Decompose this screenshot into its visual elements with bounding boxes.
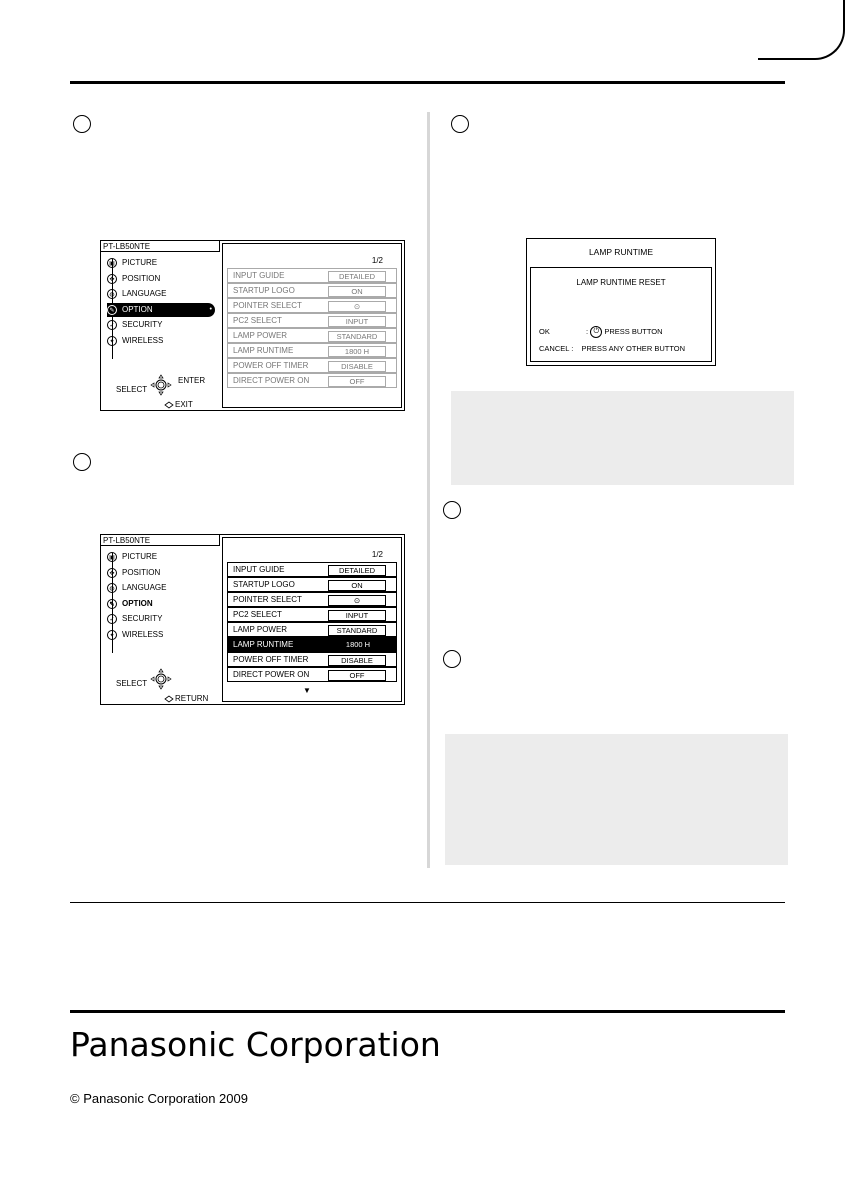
option-row-lamp-runtime[interactable] (227, 343, 397, 358)
column-divider (427, 112, 430, 868)
menu-item-label: SECURITY (122, 320, 163, 330)
option-row-value: OFF (328, 376, 386, 387)
wireless-icon: ✦ (107, 336, 117, 346)
option-row-label: POINTER SELECT (233, 595, 302, 604)
option-row-label: LAMP POWER (233, 331, 288, 340)
ok-text: PRESS BUTTON (604, 326, 663, 336)
option-row-lamp-power[interactable] (227, 328, 397, 343)
option-row-power-off-timer[interactable] (227, 652, 397, 667)
option-row-value: 1800 H (328, 346, 386, 357)
wireless-icon: ✦ (107, 630, 117, 640)
step-3-marker (451, 115, 469, 133)
option-row-pc2-select[interactable] (227, 607, 397, 622)
option-row-value: INPUT (328, 610, 386, 621)
lamp-dialog-title: LAMP RUNTIME (588, 247, 654, 257)
select-dial-icon (150, 374, 172, 396)
menu-item-option[interactable] (107, 597, 153, 611)
menu-item-wireless[interactable] (107, 628, 163, 642)
note-box-1 (451, 391, 794, 485)
language-icon: ◍ (107, 583, 117, 593)
nav-exit-label: EXIT (175, 400, 193, 409)
menu-item-label: WIRELESS (122, 336, 164, 345)
scroll-down-arrow-icon: ▼ (303, 686, 311, 695)
lamp-reset-text: LAMP RUNTIME RESET (576, 278, 666, 287)
exit-arrow-icon (164, 401, 174, 409)
option-row-input-guide[interactable] (227, 268, 397, 283)
menu-item-label: POSITION (122, 273, 161, 283)
option-row-pc2-select[interactable] (227, 313, 397, 328)
osd-menu-screen-option (100, 240, 405, 411)
option-row-direct-power-on[interactable] (227, 373, 397, 388)
ok-label: OK (539, 326, 550, 336)
menu-item-language[interactable] (107, 287, 166, 301)
position-icon: ✥ (107, 274, 117, 284)
lamp-ok-line (539, 326, 663, 338)
option-row-startup-logo[interactable] (227, 577, 397, 592)
menu-item-label: PICTURE (122, 552, 158, 561)
copyright-text: © Panasonic Corporation 2009 (70, 1091, 248, 1106)
option-row-label: INPUT GUIDE (233, 565, 285, 574)
option-row-label: STARTUP LOGO (233, 286, 295, 295)
option-row-lamp-power[interactable] (227, 622, 397, 637)
menu-item-position[interactable] (107, 566, 160, 580)
option-row-label: PC2 SELECT (233, 316, 282, 325)
menu-item-label: POSITION (122, 567, 161, 577)
power-button-icon: ⏻ (590, 326, 602, 338)
option-row-label: LAMP RUNTIME (233, 346, 294, 355)
option-row-pointer-select[interactable] (227, 298, 397, 313)
nav-select-label: SELECT (116, 679, 148, 688)
option-row-label: LAMP POWER (233, 625, 288, 634)
submenu-indicator-icon: • (209, 305, 212, 313)
note-box-2 (445, 734, 788, 865)
osd-page-indicator: 1/2 (371, 550, 383, 559)
header-rule (70, 81, 785, 84)
osd-model-name: PT-LB50NTE (101, 535, 220, 546)
nav-enter-label: ENTER (178, 376, 206, 385)
security-icon: ✓ (107, 614, 117, 624)
option-icon: ✎ (107, 599, 117, 609)
crop-mark (758, 0, 845, 60)
lamp-dialog-body (530, 267, 712, 362)
picture-icon: ▣ (107, 258, 117, 268)
footer-rule-thick (70, 1010, 785, 1013)
option-row-label: STARTUP LOGO (233, 580, 295, 589)
option-row-label: POWER OFF TIMER (233, 361, 309, 370)
option-row-label: PC2 SELECT (233, 610, 282, 619)
menu-item-picture[interactable] (107, 550, 157, 564)
picture-icon: ▣ (107, 552, 117, 562)
select-dial-icon (150, 668, 172, 690)
option-row-value: OFF (328, 670, 386, 681)
option-row-value: DETAILED (328, 271, 386, 282)
option-icon: ✎ (107, 305, 117, 315)
osd-option-panel (222, 537, 402, 702)
option-row-value: STANDARD (328, 625, 386, 636)
option-row-startup-logo[interactable] (227, 283, 397, 298)
osd-option-panel (222, 243, 402, 408)
option-row-label: POINTER SELECT (233, 301, 302, 310)
menu-item-label: SECURITY (122, 614, 163, 624)
option-row-label: LAMP RUNTIME (233, 640, 294, 649)
option-row-label: DIRECT POWER ON (233, 376, 310, 385)
position-icon: ✥ (107, 568, 117, 578)
step-4-marker (443, 501, 461, 519)
osd-page-indicator: 1/2 (371, 256, 383, 265)
return-arrow-icon (164, 695, 174, 703)
option-row-direct-power-on[interactable] (227, 667, 397, 682)
cancel-label: CANCEL : (539, 344, 574, 353)
menu-item-label: LANGUAGE (122, 289, 167, 299)
option-row-value: ⊙ (328, 301, 386, 312)
option-row-value: 1800 H (345, 640, 371, 649)
footer-rule-thin (70, 902, 785, 903)
osd-menu-screen-lamp-runtime (100, 534, 405, 705)
lamp-runtime-dialog (526, 238, 716, 366)
menu-item-picture[interactable] (107, 256, 157, 270)
option-row-power-off-timer[interactable] (227, 358, 397, 373)
osd-model-name: PT-LB50NTE (101, 241, 220, 252)
menu-item-label: OPTION (122, 304, 153, 314)
menu-item-wireless[interactable] (107, 334, 163, 348)
option-row-value: ON (328, 580, 386, 591)
option-row-label: POWER OFF TIMER (233, 655, 309, 664)
option-row-value: DISABLE (328, 361, 386, 372)
nav-select-label: SELECT (116, 385, 148, 394)
option-row-label: DIRECT POWER ON (233, 670, 310, 679)
option-row-input-guide[interactable] (227, 562, 397, 577)
language-icon: ◍ (107, 289, 117, 299)
menu-item-security[interactable] (107, 318, 162, 332)
menu-item-option[interactable] (107, 303, 215, 317)
ok-separator: : (586, 326, 589, 336)
option-row-label: INPUT GUIDE (233, 271, 285, 280)
step-2-marker (73, 453, 91, 471)
nav-return-label: RETURN (175, 694, 209, 703)
step-5-marker (443, 650, 461, 668)
cancel-text: PRESS ANY OTHER BUTTON (581, 344, 686, 353)
menu-item-label: LANGUAGE (122, 583, 167, 593)
option-row-value: ON (328, 286, 386, 297)
option-row-value: STANDARD (328, 331, 386, 342)
menu-item-label: PICTURE (122, 258, 158, 267)
option-row-value: DISABLE (328, 655, 386, 666)
brand-logo: Panasonic Corporation (70, 1025, 441, 1064)
menu-item-security[interactable] (107, 612, 162, 626)
menu-item-label: OPTION (122, 598, 153, 608)
option-row-value: DETAILED (328, 565, 386, 576)
step-1-marker (73, 115, 91, 133)
menu-item-language[interactable] (107, 581, 166, 595)
option-row-value: ⊙ (328, 595, 386, 606)
option-row-lamp-runtime[interactable] (227, 637, 397, 652)
menu-item-position[interactable] (107, 272, 160, 286)
lamp-cancel-line (539, 344, 685, 353)
security-icon: ✓ (107, 320, 117, 330)
menu-item-label: WIRELESS (122, 630, 164, 639)
option-row-pointer-select[interactable] (227, 592, 397, 607)
option-row-value: INPUT (328, 316, 386, 327)
